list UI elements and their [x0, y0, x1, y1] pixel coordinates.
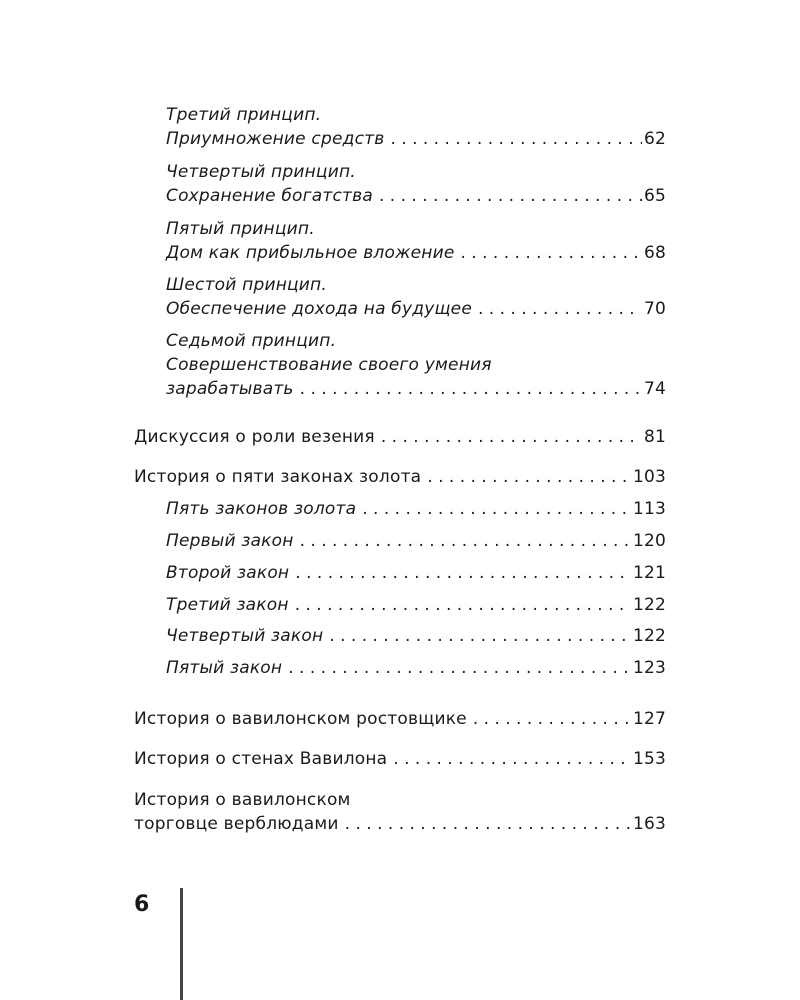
toc-page-number: 81: [643, 427, 666, 447]
leader-dots: [381, 425, 642, 449]
leader-dots: [393, 747, 631, 771]
toc-entry-title: История о пяти законах золота: [134, 467, 422, 487]
toc-entry-fourth-law: [166, 624, 666, 648]
page-number: 6: [134, 892, 150, 917]
toc-entry-sixth-principle: [166, 273, 666, 321]
toc-entry-line: Пятый принцип.: [166, 219, 315, 239]
leader-dots: [473, 707, 631, 731]
leader-dots: [300, 529, 631, 553]
toc-entry-five-laws-story: [134, 465, 666, 489]
toc-entry-third-principle: [166, 103, 666, 151]
toc-entry-fourth-principle: [166, 160, 666, 208]
toc-page-number: 123: [632, 658, 666, 678]
toc-page-number: 65: [643, 186, 666, 206]
toc-entry-title: Дискуссия о роли везения: [134, 427, 375, 447]
leader-dots: [362, 497, 631, 521]
toc-page-number: 74: [643, 379, 666, 399]
toc-entry-line: Седьмой принцип.: [166, 331, 337, 351]
toc-entry-line: Четвертый принцип.: [166, 162, 356, 182]
toc-entry-walls-story: [134, 747, 666, 771]
toc-entry-line: Шестой принцип.: [166, 275, 327, 295]
vertical-divider: [180, 888, 183, 1000]
toc-entry-title: Пятый закон: [166, 658, 283, 678]
toc-entry-title: торговце верблюдами: [134, 814, 339, 834]
toc-entry-luck-discussion: [134, 425, 666, 449]
leader-dots: [390, 127, 642, 151]
toc-page-number: 62: [643, 129, 666, 149]
leader-dots: [295, 593, 631, 617]
toc-entry-title: Второй закон: [166, 563, 290, 583]
toc-entry-title: Третий закон: [166, 595, 289, 615]
toc-entry-title: История о стенах Вавилона: [134, 749, 388, 769]
toc-page-number: 122: [632, 626, 666, 646]
toc-entry-fifth-principle: [166, 217, 666, 265]
toc-page-number: 113: [632, 499, 666, 519]
toc-entry-title: Приумножение средств: [166, 129, 385, 149]
toc-entry-line: История о вавилонском: [134, 790, 351, 810]
toc-page-number: 68: [643, 243, 666, 263]
toc-entry-line: Третий принцип.: [166, 105, 322, 125]
leader-dots: [478, 297, 642, 321]
toc-entry-title: Дом как прибыльное вложение: [166, 243, 455, 263]
toc-page-number: 120: [632, 531, 666, 551]
toc-page-number: 153: [632, 749, 666, 769]
toc-entry-title: Первый закон: [166, 531, 294, 551]
toc-page-number: 70: [643, 299, 666, 319]
toc-entry-second-law: [166, 561, 666, 585]
toc-entry-seventh-principle: [166, 329, 666, 401]
leader-dots: [427, 465, 631, 489]
toc-entry-camel-trader-story: [134, 788, 666, 836]
leader-dots: [295, 561, 631, 585]
toc-page-number: 121: [632, 563, 666, 583]
toc-entry-first-law: [166, 529, 666, 553]
toc-entry-title: Четвертый закон: [166, 626, 324, 646]
toc-page-number: 103: [632, 467, 666, 487]
toc-entry-line: Совершенствование своего умения: [166, 355, 492, 375]
leader-dots: [300, 377, 642, 401]
toc-entry-third-law: [166, 593, 666, 617]
toc-entry-fifth-law: [166, 656, 666, 680]
leader-dots: [288, 656, 631, 680]
leader-dots: [460, 241, 641, 265]
toc-entry-title: Пять законов золота: [166, 499, 357, 519]
toc-page-number: 127: [632, 709, 666, 729]
toc-page-number: 163: [632, 814, 666, 834]
toc-entry-title: зарабатывать: [166, 379, 294, 399]
toc-entry-moneylender-story: [134, 707, 666, 731]
toc-entry-five-laws: [166, 497, 666, 521]
leader-dots: [379, 184, 642, 208]
toc-page-number: 122: [632, 595, 666, 615]
leader-dots: [345, 812, 631, 836]
leader-dots: [329, 624, 631, 648]
toc-entry-title: Обеспечение дохода на будущее: [166, 299, 472, 319]
toc-entry-title: История о вавилонском ростовщике: [134, 709, 467, 729]
toc-entry-title: Сохранение богатства: [166, 186, 373, 206]
